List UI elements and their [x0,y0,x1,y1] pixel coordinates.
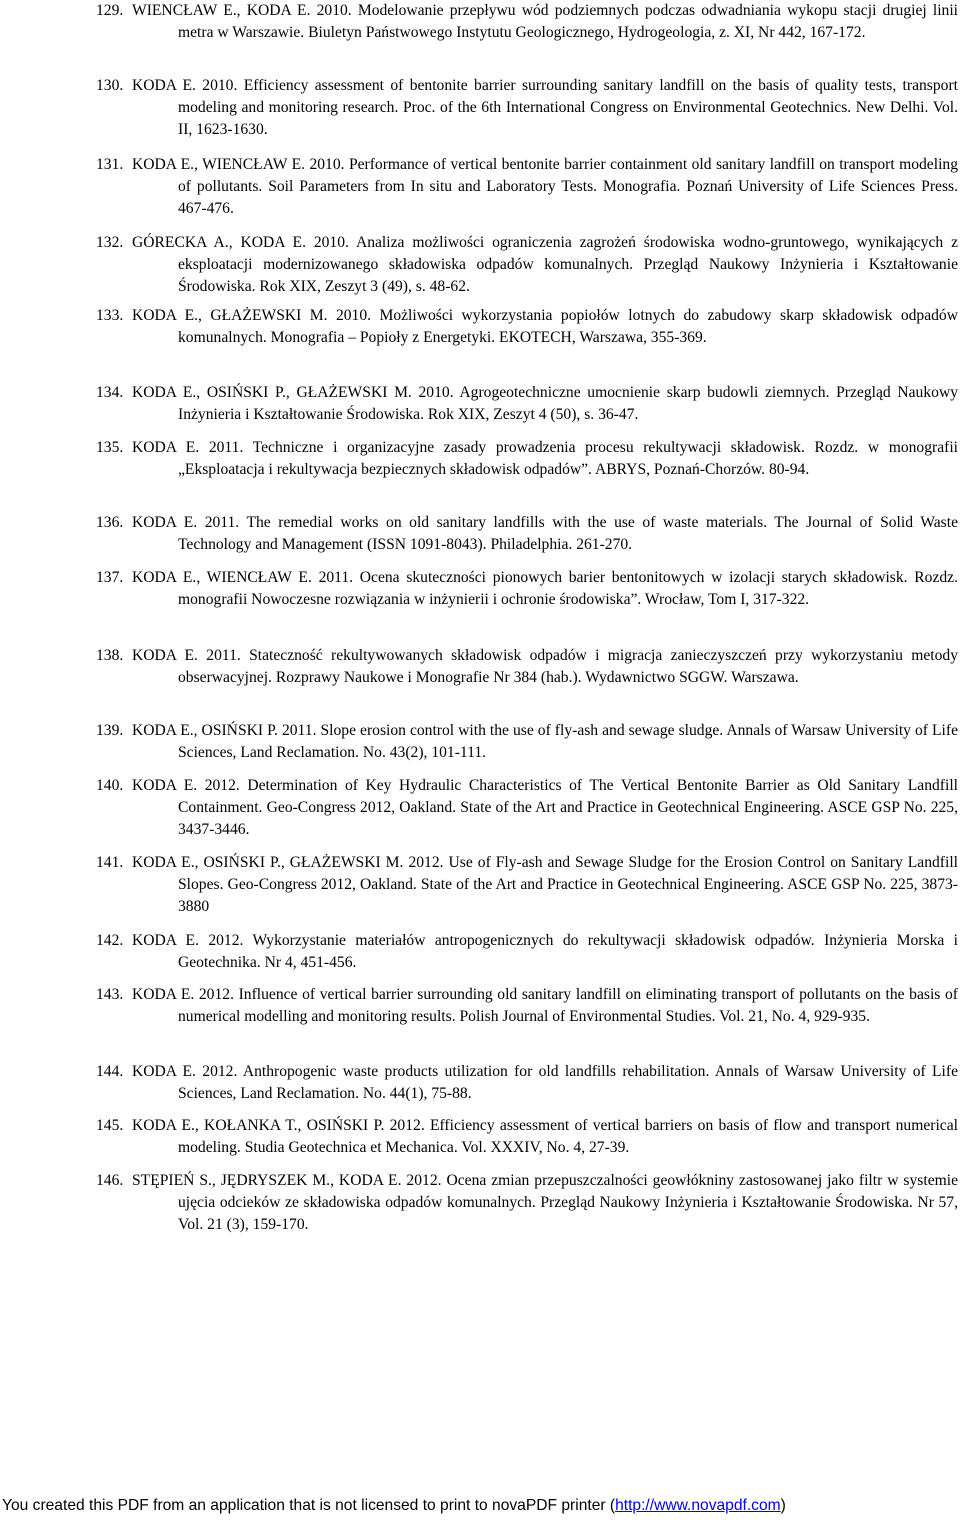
reference-number: 143. [96,986,124,1003]
reference-item [96,382,958,426]
reference-number: 135. [96,439,124,456]
reference-item [96,852,958,918]
reference-number: 132. [96,234,124,251]
reference-text: KODA E. 2012. Wykorzystanie materiałów antropogenicznych do rekultywacji składowisk odpadów. Inżynieria Morska i Geotechnika. Nr 4, 451-456. [132,932,958,971]
reference-item [96,720,958,764]
reference-text: KODA E., WIENCŁAW E. 2010. Performance of vertical bentonite barrier containment old sanitary landfill on transport modeling of pollutants. Soil Parameters from In situ and Laboratory Tests. Monografia. Poznań University of Life Sciences Press. 467-476. [132,156,958,217]
reference-number: 137. [96,569,124,586]
reference-text: WIENCŁAW E., KODA E. 2010. Modelowanie przepływu wód podziemnych podczas odwadniania wykopu stacji drugiej linii metra w Warszawie. Biuletyn Państwowego Instytutu Geologicznego, Hydrogeologia, z. XI, Nr 442, 167-172. [132,2,958,41]
novapdf-link[interactable]: http://www.novapdf.com [615,1497,781,1514]
reference-item [96,437,958,481]
reference-text: KODA E. 2011. Stateczność rekultywowanych składowisk odpadów i migracja zanieczyszczeń przy wykorzystaniu metody obserwacyjnej. Rozprawy Naukowe i Monografie Nr 384 (hab.). Wydawnictwo SGGW. Warszawa. [132,647,958,686]
reference-item [96,567,958,611]
reference-text: KODA E. 2010. Efficiency assessment of bentonite barrier surrounding sanitary landfill on the basis of quality tests, transport modeling and monitoring research. Proc. of the 6th International Congress on Environmental Geotechnics. New Delhi. Vol. II, 1623-1630. [132,77,958,138]
reference-item [96,232,958,298]
reference-item [96,1115,958,1159]
reference-number: 141. [96,854,124,871]
reference-text: KODA E., WIENCŁAW E. 2011. Ocena skuteczności pionowych barier bentonitowych w izolacji starych składowisk. Rozdz. monografii Nowoczesne rozwiązania w inżynierii i ochronie środowiska”. Wrocław, Tom I, 317-322. [132,569,958,608]
reference-text: KODA E., GŁAŻEWSKI M. 2010. Możliwości wykorzystania popiołów lotnych do zabudowy skarp składowisk odpadów komunalnych. Monografia – Popioły z Energetyki. EKOTECH, Warszawa, 355-369. [132,307,958,346]
reference-text: KODA E., OSIŃSKI P. 2011. Slope erosion control with the use of fly-ash and sewage sludge. Annals of Warsaw University of Life Sciences, Land Reclamation. No. 43(2), 101-111. [132,722,958,761]
reference-number: 134. [96,384,124,401]
reference-item [96,930,958,974]
reference-item [96,0,958,44]
reference-text: KODA E., OSIŃSKI P., GŁAŻEWSKI M. 2012. Use of Fly-ash and Sewage Sludge for the Erosion Control on Sanitary Landfill Slopes. Geo-Congress 2012, Oakland. State of the Art and Practice in Geotechnical Engineering. ASCE GSP No. 225, 3873-3880 [132,854,958,915]
reference-number: 146. [96,1172,124,1189]
reference-number: 131. [96,156,124,173]
reference-text: KODA E., KOŁANKA T., OSIŃSKI P. 2012. Efficiency assessment of vertical barriers on basis of flow and transport numerical modeling. Studia Geotechnica et Mechanica. Vol. XXXIV, No. 4, 27-39. [132,1117,958,1156]
reference-item [96,984,958,1028]
reference-number: 140. [96,777,124,794]
reference-number: 136. [96,514,124,531]
reference-text: KODA E. 2012. Determination of Key Hydraulic Characteristics of The Vertical Bentonite Barrier as Old Sanitary Landfill Containment. Geo-Congress 2012, Oakland. State of the Art and Practice in Geotechnical Engineering. ASCE GSP No. 225, 3437-3446. [132,777,958,838]
reference-number: 138. [96,647,124,664]
reference-text: KODA E. 2012. Anthropogenic waste products utilization for old landfills rehabilitation. Annals of Warsaw University of Life Sciences, Land Reclamation. No. 44(1), 75-88. [132,1063,958,1102]
reference-item [96,305,958,349]
reference-number: 145. [96,1117,124,1134]
reference-number: 144. [96,1063,124,1080]
reference-item [96,512,958,556]
reference-number: 133. [96,307,124,324]
footer-suffix: ) [780,1497,786,1514]
pdf-watermark-footer [2,1496,958,1516]
reference-item [96,154,958,220]
reference-item [96,1170,958,1236]
reference-number: 130. [96,77,124,94]
reference-text: KODA E. 2012. Influence of vertical barrier surrounding old sanitary landfill on eliminating transport of pollutants on the basis of numerical modelling and monitoring results. Polish Journal of Environmental Studies. Vol. 21, No. 4, 929-935. [132,986,958,1025]
reference-text: KODA E., OSIŃSKI P., GŁAŻEWSKI M. 2010. Agrogeotechniczne umocnienie skarp budowli ziemnych. Przegląd Naukowy Inżynieria i Kształtowanie Środowiska. Rok XIX, Zeszyt 4 (50), s. 36-47. [132,384,958,423]
reference-item [96,1061,958,1105]
reference-text: STĘPIEŃ S., JĘDRYSZEK M., KODA E. 2012. Ocena zmian przepuszczalności geowłókniny zastosowanej jako filtr w systemie ujęcia odcieków ze składowiska odpadów komunalnych. Przegląd Naukowy Inżynieria i Kształtowanie Środowiska. Nr 57, Vol. 21 (3), 159-170. [132,1172,958,1233]
footer-text: You created this PDF from an application that is not licensed to print to novaPDF printer ( [2,1497,616,1514]
reference-number: 129. [96,2,124,19]
reference-text: KODA E. 2011. Techniczne i organizacyjne zasady prowadzenia procesu rekultywacji składowisk. Rozdz. w monografii „Eksploatacja i rekultywacja bezpiecznych składowisk odpadów”. ABRYS, Poznań-Chorzów. 80-94. [132,439,958,478]
reference-text: KODA E. 2011. The remedial works on old sanitary landfills with the use of waste materials. The Journal of Solid Waste Technology and Management (ISSN 1091-8043). Philadelphia. 261-270. [132,514,958,553]
reference-text: GÓRECKA A., KODA E. 2010. Analiza możliwości ograniczenia zagrożeń środowiska wodno-gruntowego, wynikających z eksploatacji modernizowanego składowiska odpadów komunalnych. Przegląd Naukowy Inżynieria i Kształtowanie Środowiska. Rok XIX, Zeszyt 3 (49), s. 48-62. [132,234,958,295]
reference-number: 142. [96,932,124,949]
reference-number: 139. [96,722,124,739]
reference-item [96,75,958,141]
reference-item [96,645,958,689]
reference-item [96,775,958,841]
